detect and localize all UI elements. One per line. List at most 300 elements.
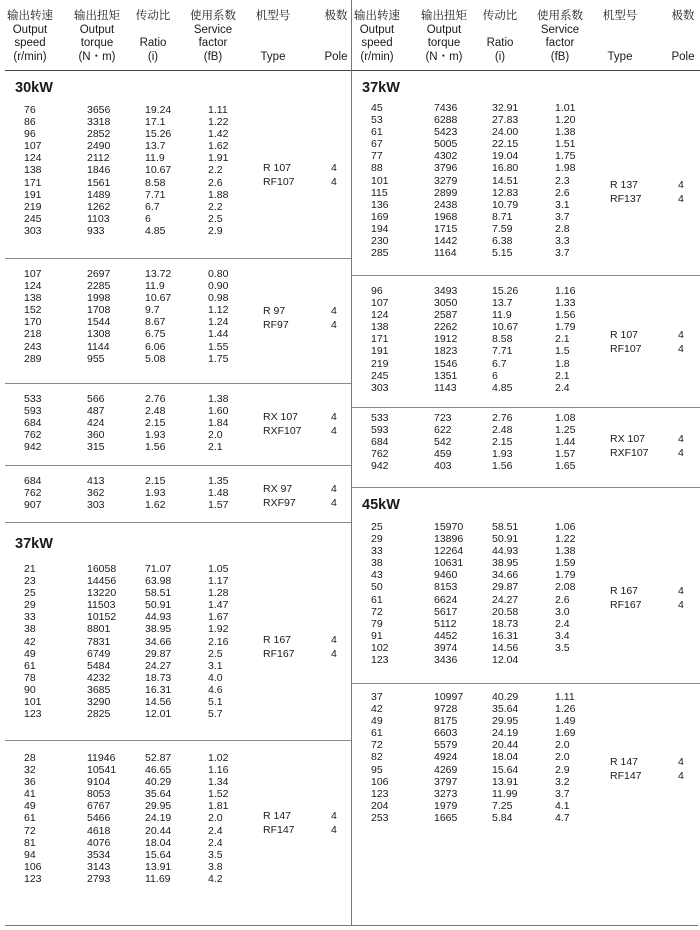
header-unit-label: (fB) bbox=[203, 50, 223, 63]
torque-cell: 2852 bbox=[87, 128, 111, 141]
ratio-cell: 20.58 bbox=[492, 605, 519, 618]
speed-cell: 152 bbox=[24, 304, 42, 317]
ratio-cell: 4.85 bbox=[145, 224, 166, 237]
table-row bbox=[5, 104, 351, 116]
table-row bbox=[352, 581, 700, 593]
torque-cell: 1544 bbox=[87, 316, 111, 329]
table-row bbox=[352, 630, 700, 642]
torque-cell: 2587 bbox=[434, 309, 458, 322]
torque-cell: 6767 bbox=[87, 800, 111, 813]
pole-count-label: 4 bbox=[331, 411, 337, 423]
header-en-label: factor bbox=[198, 37, 228, 49]
speed-cell: 303 bbox=[371, 381, 389, 394]
speed-cell: 124 bbox=[371, 309, 389, 322]
service-factor-cell: 1.25 bbox=[555, 424, 576, 437]
header-en-label bbox=[652, 24, 700, 38]
model-type bbox=[610, 755, 642, 783]
ratio-cell: 24.19 bbox=[492, 727, 519, 740]
table-row bbox=[352, 162, 700, 174]
service-factor-cell: 1.75 bbox=[208, 352, 229, 365]
table-row bbox=[5, 177, 351, 189]
speed-cell: 123 bbox=[24, 872, 42, 885]
service-factor-cell: 2.0 bbox=[208, 429, 223, 442]
table-row bbox=[5, 587, 351, 599]
service-factor-cell: 1.02 bbox=[208, 752, 229, 764]
torque-cell: 1144 bbox=[87, 340, 110, 353]
model-type-label: R 107 bbox=[610, 329, 639, 341]
speed-cell: 38 bbox=[24, 623, 36, 636]
pole-count bbox=[678, 584, 684, 612]
ratio-cell: 10.67 bbox=[492, 321, 519, 334]
speed-cell: 533 bbox=[371, 412, 389, 424]
torque-cell: 1998 bbox=[87, 292, 111, 305]
ratio-cell: 10.79 bbox=[492, 198, 519, 211]
ratio-cell: 7.71 bbox=[145, 188, 166, 201]
table-row bbox=[5, 708, 351, 720]
ratio-cell: 18.04 bbox=[492, 751, 519, 764]
speed-cell: 79 bbox=[371, 617, 383, 630]
ratio-cell: 71.07 bbox=[145, 563, 172, 575]
pole-count bbox=[331, 633, 337, 661]
torque-cell: 303 bbox=[87, 499, 105, 512]
data-block bbox=[5, 258, 351, 384]
table-row bbox=[5, 128, 351, 140]
speed-cell: 194 bbox=[371, 222, 389, 235]
speed-cell: 243 bbox=[24, 340, 42, 353]
torque-cell: 1308 bbox=[87, 328, 111, 341]
speed-cell: 29 bbox=[24, 599, 36, 612]
ratio-cell: 6.75 bbox=[145, 328, 166, 341]
ratio-cell: 11.69 bbox=[145, 872, 171, 885]
ratio-cell: 1.93 bbox=[145, 487, 166, 500]
model-type-label: RF107 bbox=[263, 176, 295, 188]
speed-cell: 124 bbox=[24, 152, 42, 165]
pole-count bbox=[331, 482, 337, 510]
speed-cell: 25 bbox=[24, 587, 36, 600]
header-cn-label: 机型号 bbox=[255, 10, 291, 22]
service-factor-cell: 1.67 bbox=[208, 611, 229, 624]
model-type bbox=[610, 328, 642, 356]
table-row bbox=[5, 152, 351, 164]
torque-cell: 3143 bbox=[87, 860, 111, 873]
speed-cell: 136 bbox=[371, 198, 389, 211]
header-unit-label: Type bbox=[607, 50, 633, 63]
ratio-cell: 15.26 bbox=[145, 128, 172, 141]
ratio-cell: 2.15 bbox=[492, 436, 513, 449]
torque-cell: 1561 bbox=[87, 176, 111, 189]
torque-cell: 955 bbox=[87, 352, 105, 365]
ratio-cell: 29.87 bbox=[492, 581, 519, 594]
speed-cell: 96 bbox=[371, 285, 383, 297]
torque-cell: 6603 bbox=[434, 727, 458, 740]
ratio-cell: 38.95 bbox=[145, 623, 172, 636]
service-factor-cell: 1.5 bbox=[555, 345, 570, 358]
pole-count-label: 4 bbox=[678, 770, 684, 782]
ratio-cell: 2.48 bbox=[492, 424, 513, 437]
pole-count bbox=[331, 410, 337, 438]
ratio-cell: 27.83 bbox=[492, 114, 519, 127]
table-row bbox=[352, 211, 700, 223]
torque-cell: 5466 bbox=[87, 812, 111, 825]
speed-cell: 33 bbox=[24, 611, 36, 624]
ratio-cell: 16.31 bbox=[145, 683, 172, 696]
ratio-cell: 9.7 bbox=[145, 304, 160, 317]
table-row bbox=[352, 285, 700, 297]
table-row bbox=[5, 800, 351, 812]
table-row bbox=[5, 441, 351, 453]
torque-cell: 723 bbox=[434, 412, 452, 424]
data-rows bbox=[5, 475, 351, 511]
table-row bbox=[5, 304, 351, 316]
header-en-label bbox=[122, 24, 184, 38]
service-factor-cell: 1.65 bbox=[555, 460, 576, 473]
table-row bbox=[352, 703, 700, 715]
torque-cell: 2112 bbox=[87, 152, 110, 165]
speed-cell: 77 bbox=[371, 150, 383, 163]
service-factor-cell: 1.8 bbox=[555, 357, 570, 370]
torque-cell: 1103 bbox=[87, 212, 110, 225]
torque-cell: 10631 bbox=[434, 557, 464, 570]
table-row bbox=[5, 672, 351, 684]
service-factor-cell: 4.6 bbox=[208, 683, 223, 696]
speed-cell: 106 bbox=[371, 775, 389, 788]
table-row bbox=[5, 812, 351, 824]
table-row bbox=[352, 309, 700, 321]
speed-cell: 94 bbox=[24, 848, 36, 861]
speed-cell: 102 bbox=[371, 641, 389, 654]
table-row bbox=[352, 460, 700, 472]
speed-cell: 171 bbox=[371, 333, 389, 346]
service-factor-cell: 0.90 bbox=[208, 280, 229, 293]
table-row bbox=[5, 873, 351, 885]
service-factor-cell: 1.49 bbox=[555, 715, 576, 728]
ratio-cell: 13.7 bbox=[492, 297, 513, 310]
speed-cell: 49 bbox=[371, 715, 383, 728]
torque-cell: 4076 bbox=[87, 836, 111, 849]
table-row bbox=[5, 353, 351, 365]
torque-cell: 9728 bbox=[434, 703, 458, 716]
ratio-cell: 6.7 bbox=[145, 200, 160, 213]
table-row bbox=[352, 764, 700, 776]
speed-cell: 76 bbox=[24, 104, 36, 116]
speed-cell: 37 bbox=[371, 691, 383, 703]
service-factor-cell: 1.51 bbox=[555, 138, 576, 151]
service-factor-cell: 2.6 bbox=[208, 176, 223, 189]
torque-cell: 3974 bbox=[434, 641, 458, 654]
speed-cell: 61 bbox=[371, 126, 383, 139]
model-type-label: R 137 bbox=[610, 179, 639, 191]
table-row bbox=[5, 636, 351, 648]
speed-cell: 49 bbox=[24, 800, 36, 813]
speed-cell: 762 bbox=[24, 487, 42, 500]
ratio-cell: 58.51 bbox=[492, 521, 519, 533]
ratio-cell: 13.72 bbox=[145, 268, 172, 280]
table-row bbox=[5, 764, 351, 776]
speed-cell: 138 bbox=[371, 321, 389, 334]
ratio-cell: 1.56 bbox=[145, 441, 166, 454]
header-cn-label: 输出扭矩 bbox=[74, 10, 120, 22]
speed-cell: 138 bbox=[24, 164, 42, 177]
header-en-label: Service bbox=[193, 23, 233, 36]
speed-cell: 138 bbox=[24, 292, 42, 305]
torque-cell: 315 bbox=[87, 441, 105, 454]
torque-cell: 4452 bbox=[434, 629, 458, 642]
data-block bbox=[5, 522, 351, 741]
speed-cell: 123 bbox=[371, 654, 389, 667]
ratio-cell: 5.08 bbox=[145, 352, 166, 365]
torque-cell: 2793 bbox=[87, 872, 111, 885]
pole-count-label: 4 bbox=[678, 756, 684, 768]
data-block bbox=[352, 407, 700, 488]
ratio-cell: 1.93 bbox=[492, 448, 513, 461]
service-factor-cell: 1.81 bbox=[208, 800, 229, 813]
speed-cell: 107 bbox=[24, 140, 42, 153]
ratio-cell: 18.73 bbox=[145, 671, 172, 684]
ratio-cell: 15.26 bbox=[492, 285, 519, 297]
ratio-cell: 6.38 bbox=[492, 235, 513, 248]
header-en-label bbox=[589, 24, 651, 38]
ratio-cell: 15.64 bbox=[492, 763, 519, 776]
data-block bbox=[352, 70, 700, 276]
model-type-label: RXF97 bbox=[263, 497, 296, 509]
service-factor-cell: 1.16 bbox=[555, 285, 576, 297]
torque-cell: 2697 bbox=[87, 268, 111, 280]
right-table-column bbox=[352, 0, 700, 926]
data-block bbox=[5, 70, 351, 259]
torque-cell: 1968 bbox=[434, 210, 458, 223]
service-factor-cell: 2.1 bbox=[555, 369, 570, 382]
torque-cell: 6288 bbox=[434, 114, 458, 127]
table-header bbox=[352, 0, 700, 71]
speed-cell: 942 bbox=[371, 460, 389, 473]
service-factor-cell: 1.38 bbox=[555, 545, 576, 558]
header-cn-label: 输出扭矩 bbox=[421, 10, 467, 22]
speed-cell: 61 bbox=[371, 727, 383, 740]
speed-cell: 81 bbox=[24, 836, 36, 849]
ratio-cell: 35.64 bbox=[145, 788, 172, 801]
model-type-label: RXF107 bbox=[610, 447, 649, 459]
table-row bbox=[5, 140, 351, 152]
header-en-label bbox=[242, 37, 304, 51]
torque-cell: 4269 bbox=[434, 763, 458, 776]
speed-cell: 96 bbox=[24, 128, 36, 141]
service-factor-cell: 1.28 bbox=[208, 587, 229, 600]
ratio-cell: 11.9 bbox=[145, 152, 165, 165]
header-cell bbox=[652, 10, 700, 64]
pole-count-label: 4 bbox=[678, 179, 684, 191]
pole-count bbox=[331, 161, 337, 189]
data-rows bbox=[352, 521, 700, 666]
ratio-cell: 24.19 bbox=[145, 812, 172, 825]
service-factor-cell: 1.92 bbox=[208, 623, 229, 636]
ratio-cell: 2.15 bbox=[145, 475, 166, 487]
ratio-cell: 16.80 bbox=[492, 162, 519, 175]
service-factor-cell: 3.5 bbox=[208, 848, 223, 861]
torque-cell: 1164 bbox=[434, 247, 457, 260]
header-en-label: Output bbox=[12, 23, 48, 36]
speed-cell: 230 bbox=[371, 235, 389, 248]
pole-count bbox=[678, 755, 684, 783]
torque-cell: 3318 bbox=[87, 116, 111, 129]
table-row bbox=[5, 837, 351, 849]
pole-count-label: 4 bbox=[678, 343, 684, 355]
header-en-label: speed bbox=[361, 37, 393, 49]
speed-cell: 95 bbox=[371, 763, 383, 776]
service-factor-cell: 1.62 bbox=[208, 140, 229, 153]
table-row bbox=[352, 569, 700, 581]
ratio-cell: 13.91 bbox=[145, 860, 172, 873]
pole-count-label: 4 bbox=[331, 305, 337, 317]
header-cn-label: 传动比 bbox=[135, 10, 171, 22]
ratio-cell: 2.48 bbox=[145, 405, 166, 418]
table-row bbox=[352, 642, 700, 654]
header-en-label bbox=[469, 24, 531, 38]
torque-cell: 13896 bbox=[434, 533, 464, 546]
torque-cell: 5112 bbox=[434, 617, 457, 630]
torque-cell: 13220 bbox=[87, 587, 117, 600]
table-row bbox=[352, 557, 700, 569]
service-factor-cell: 2.2 bbox=[208, 164, 223, 177]
pole-count-label: 4 bbox=[678, 447, 684, 459]
header-en-label: Output bbox=[359, 23, 395, 36]
header-en-label: torque bbox=[427, 37, 461, 49]
header-cn-label: 使用系数 bbox=[537, 10, 583, 22]
speed-cell: 72 bbox=[371, 605, 383, 618]
speed-cell: 762 bbox=[371, 448, 389, 461]
speed-cell: 36 bbox=[24, 776, 36, 789]
service-factor-cell: 1.06 bbox=[555, 521, 576, 533]
header-en-label: Output bbox=[426, 23, 462, 36]
header-unit-label: (r/min) bbox=[13, 50, 47, 63]
torque-cell: 1715 bbox=[434, 222, 458, 235]
header-en-label: speed bbox=[14, 37, 46, 49]
speed-cell: 101 bbox=[24, 696, 42, 709]
ratio-cell: 20.44 bbox=[492, 739, 519, 752]
service-factor-cell: 1.20 bbox=[555, 114, 576, 127]
header-cell bbox=[122, 10, 184, 64]
ratio-cell: 5.15 bbox=[492, 247, 513, 260]
ratio-cell: 12.04 bbox=[492, 654, 519, 667]
service-factor-cell: 1.44 bbox=[208, 328, 229, 341]
service-factor-cell: 2.4 bbox=[555, 617, 570, 630]
ratio-cell: 5.84 bbox=[492, 811, 513, 824]
ratio-cell: 7.25 bbox=[492, 799, 513, 812]
service-factor-cell: 1.12 bbox=[208, 304, 229, 317]
model-type bbox=[263, 410, 302, 438]
torque-cell: 403 bbox=[434, 460, 452, 473]
header-en-label bbox=[652, 37, 700, 51]
torque-cell: 1442 bbox=[434, 235, 458, 248]
torque-cell: 3493 bbox=[434, 285, 458, 297]
table-row bbox=[5, 487, 351, 499]
table-row bbox=[352, 199, 700, 211]
model-type bbox=[610, 584, 642, 612]
data-rows bbox=[5, 104, 351, 237]
torque-cell: 487 bbox=[87, 405, 105, 418]
speed-cell: 245 bbox=[371, 369, 389, 382]
bottom-rule bbox=[5, 925, 698, 926]
service-factor-cell: 1.33 bbox=[555, 297, 576, 310]
table-row bbox=[5, 268, 351, 280]
torque-cell: 3534 bbox=[87, 848, 111, 861]
table-row bbox=[5, 660, 351, 672]
table-row bbox=[352, 114, 700, 126]
torque-cell: 14456 bbox=[87, 575, 117, 588]
model-type-label: R 147 bbox=[263, 810, 292, 822]
service-factor-cell: 2.0 bbox=[208, 812, 223, 825]
header-cell bbox=[469, 10, 531, 64]
data-rows bbox=[352, 102, 700, 259]
service-factor-cell: 1.01 bbox=[555, 102, 576, 114]
speed-cell: 67 bbox=[371, 138, 383, 151]
torque-cell: 5423 bbox=[434, 126, 458, 139]
model-type-label: RXF107 bbox=[263, 425, 302, 437]
service-factor-cell: 0.98 bbox=[208, 292, 229, 305]
ratio-cell: 8.71 bbox=[492, 210, 513, 223]
service-factor-cell: 1.17 bbox=[208, 575, 229, 588]
ratio-cell: 1.56 bbox=[492, 460, 513, 473]
ratio-cell: 4.85 bbox=[492, 381, 513, 394]
power-rating-heading: 30kW bbox=[15, 80, 53, 96]
power-rating-heading: 45kW bbox=[362, 497, 400, 513]
service-factor-cell: 1.35 bbox=[208, 475, 229, 487]
service-factor-cell: 1.44 bbox=[555, 436, 576, 449]
pole-count-label: 4 bbox=[331, 497, 337, 509]
table-row bbox=[352, 126, 700, 138]
speed-cell: 907 bbox=[24, 499, 42, 512]
ratio-cell: 13.7 bbox=[145, 140, 166, 153]
torque-cell: 8053 bbox=[87, 788, 111, 801]
speed-cell: 303 bbox=[24, 224, 42, 237]
speed-cell: 50 bbox=[371, 581, 383, 594]
speed-cell: 762 bbox=[24, 429, 42, 442]
pole-count-label: 4 bbox=[678, 329, 684, 341]
ratio-cell: 52.87 bbox=[145, 752, 172, 764]
table-row bbox=[352, 247, 700, 259]
ratio-cell: 40.29 bbox=[492, 691, 519, 703]
service-factor-cell: 1.91 bbox=[208, 152, 229, 165]
speed-cell: 91 bbox=[371, 629, 383, 642]
pole-count-label: 4 bbox=[331, 176, 337, 188]
table-row bbox=[352, 521, 700, 533]
ratio-cell: 44.93 bbox=[145, 611, 172, 624]
table-row bbox=[5, 189, 351, 201]
header-unit-label: (r/min) bbox=[360, 50, 394, 63]
speed-cell: 42 bbox=[371, 703, 383, 716]
speed-cell: 61 bbox=[24, 659, 36, 672]
header-en-label bbox=[242, 24, 304, 38]
service-factor-cell: 2.4 bbox=[555, 381, 570, 394]
data-rows bbox=[5, 752, 351, 885]
ratio-cell: 14.56 bbox=[145, 696, 172, 709]
service-factor-cell: 2.9 bbox=[555, 763, 570, 776]
service-factor-cell: 1.57 bbox=[555, 448, 576, 461]
speed-cell: 90 bbox=[24, 683, 36, 696]
model-type-label: RF137 bbox=[610, 193, 642, 205]
service-factor-cell: 0.80 bbox=[208, 268, 229, 280]
torque-cell: 362 bbox=[87, 487, 105, 500]
speed-cell: 43 bbox=[371, 569, 383, 582]
data-block bbox=[352, 275, 700, 408]
power-rating-heading: 37kW bbox=[362, 80, 400, 96]
ratio-cell: 17.1 bbox=[145, 116, 166, 129]
ratio-cell: 16.31 bbox=[492, 629, 519, 642]
service-factor-cell: 1.79 bbox=[555, 569, 576, 582]
header-unit-label: Type bbox=[260, 50, 286, 63]
ratio-cell: 8.67 bbox=[145, 316, 166, 329]
torque-cell: 9460 bbox=[434, 569, 458, 582]
service-factor-cell: 2.4 bbox=[208, 824, 223, 837]
